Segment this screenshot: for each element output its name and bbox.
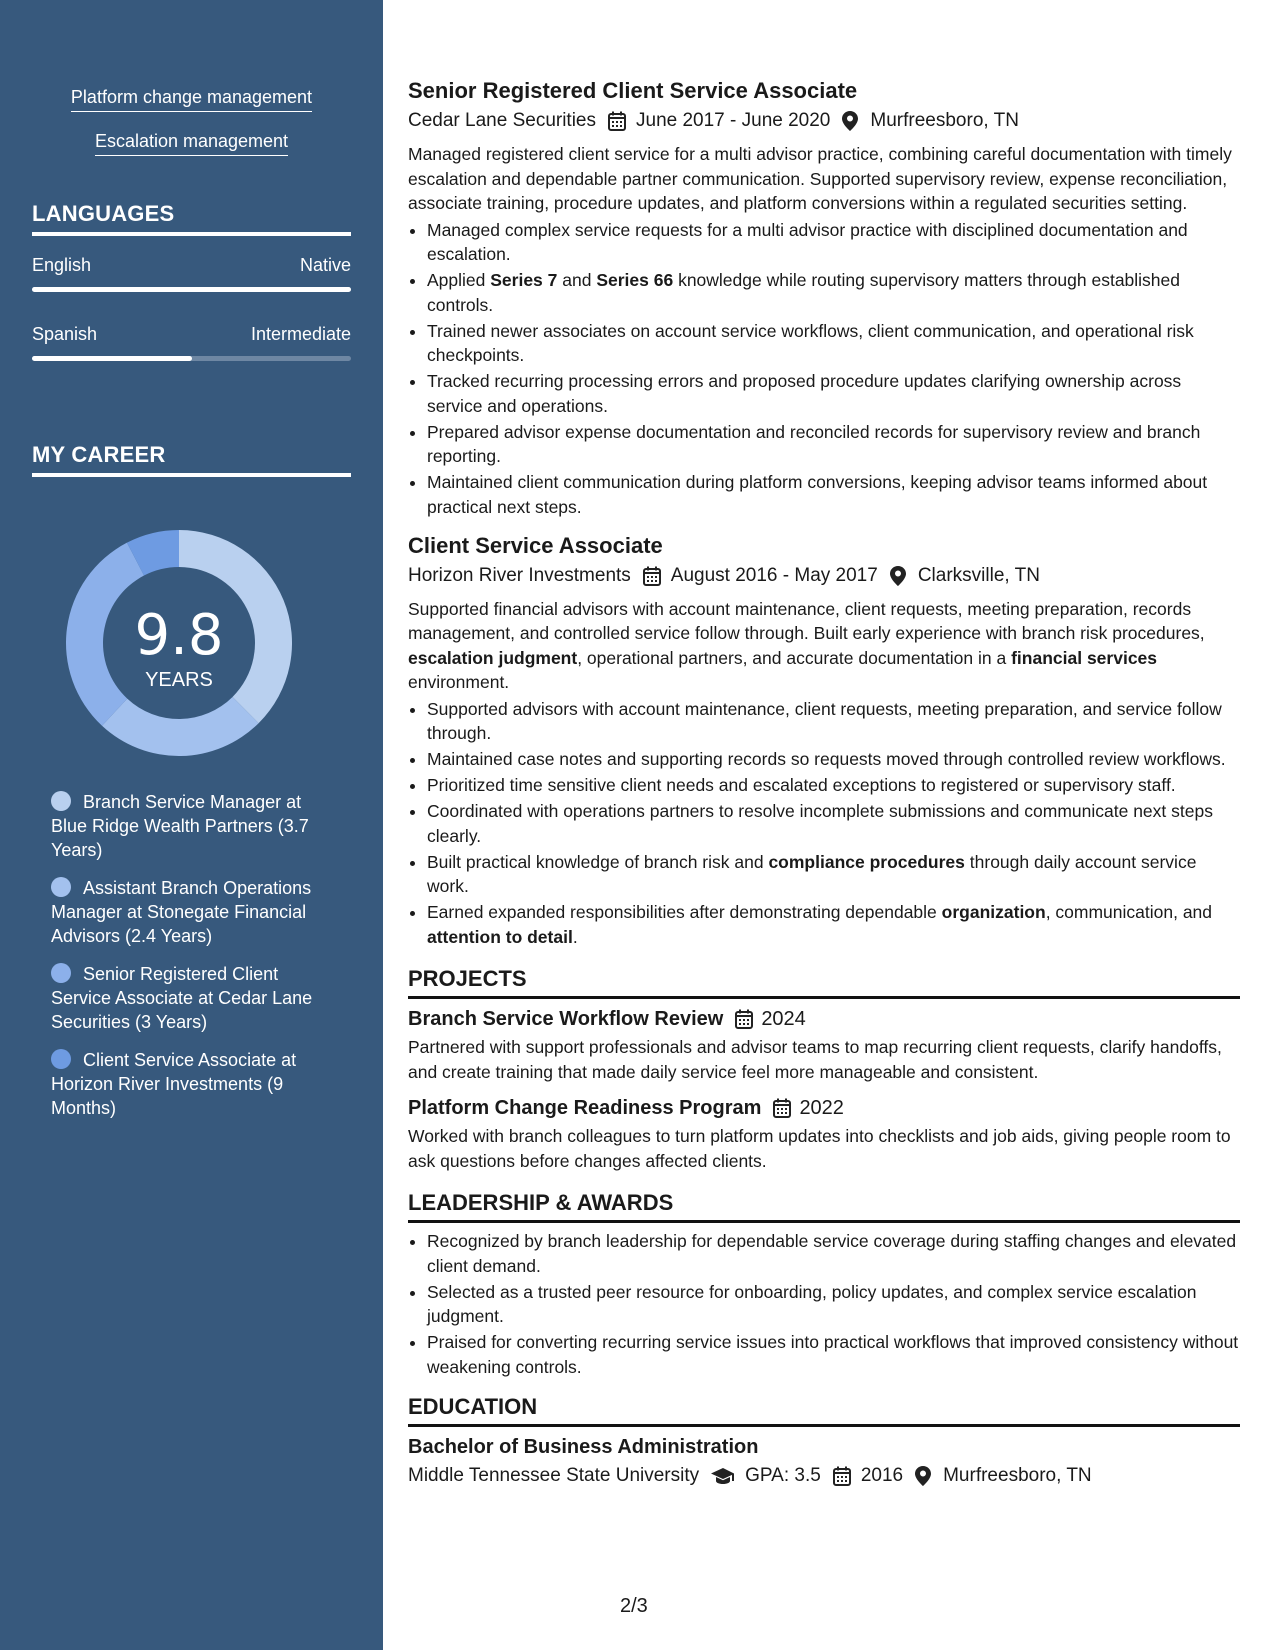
- awards-list: [408, 1229, 1240, 1379]
- education-gpa: GPA: 3.5: [745, 1465, 821, 1486]
- bullet-item: • Prioritized time sensitive client needs and escalated exceptions to registered or supervisory staff.: [427, 773, 1240, 798]
- career-heading: MY CAREER: [32, 442, 351, 477]
- job-meta: [408, 561, 1240, 591]
- location-pin-icon: [915, 1466, 933, 1486]
- bullet-item: • Trained newer associates on account service workflows, client communication, and operational risk checkpoints.: [427, 319, 1240, 368]
- language-name: Spanish: [32, 324, 98, 344]
- project-year: 2022: [799, 1097, 844, 1119]
- language-level: Intermediate: [250, 324, 351, 344]
- project-year: 2024: [761, 1008, 806, 1030]
- career-item-text: Senior Registered Client Service Associate at Cedar Lane Securities (3 Years): [51, 964, 313, 1032]
- bullet-item: • Applied Series 7 and Series 66 knowledge while routing supervisory matters through established controls.: [427, 268, 1240, 317]
- education-location: Murfreesboro, TN: [943, 1465, 1092, 1486]
- career-list: [51, 790, 341, 1134]
- education-school: Middle Tennessee State University: [408, 1465, 700, 1486]
- career-dot-icon: [51, 1049, 71, 1069]
- career-total: [66, 530, 292, 756]
- education-entry: [408, 1433, 1240, 1491]
- job-company: Cedar Lane Securities: [408, 110, 596, 131]
- calendar-icon: [608, 111, 626, 131]
- location-pin-icon: [890, 566, 908, 586]
- project-title-row: [408, 1094, 1240, 1122]
- job-dates: August 2016 - May 2017: [670, 564, 878, 586]
- calendar-icon: [735, 1009, 753, 1029]
- education-year: 2016: [860, 1465, 904, 1486]
- career-item: [51, 962, 341, 1034]
- languages-heading: LANGUAGES: [32, 201, 351, 236]
- job-title: Client Service Associate: [408, 532, 663, 558]
- career-dot-icon: [51, 877, 71, 897]
- awards-heading: LEADERSHIP & AWARDS: [408, 1189, 1240, 1223]
- calendar-icon: [773, 1098, 791, 1118]
- career-donut-chart: [66, 530, 292, 756]
- main-content: [408, 76, 1240, 1491]
- bullet-item: • Maintained case notes and supporting records so requests moved through controlled review workflows.: [427, 747, 1240, 772]
- skill-item: Escalation management: [95, 128, 288, 156]
- career-total-unit: YEARS: [145, 669, 213, 691]
- job-company: Horizon River Investments: [408, 564, 631, 586]
- language-spanish: [32, 322, 351, 361]
- project-description: Partnered with support professionals and advisor teams to map recurring client requests, clarify handoffs, and create training that made daily service feel more manageable and consistent.: [408, 1037, 1222, 1082]
- skill-item: Platform change management: [71, 84, 312, 112]
- language-level-bar: [32, 287, 351, 292]
- location-pin-icon: [842, 111, 860, 131]
- bullet-item: • Prepared advisor expense documentation and reconciled records for supervisory review and branch reporting.: [427, 420, 1240, 469]
- award-item: • Selected as a trusted peer resource for onboarding, policy updates, and complex service escalation judgment.: [427, 1280, 1240, 1329]
- bullet-item: • Supported advisors with account maintenance, client requests, meeting preparation, and service follow through.: [427, 697, 1240, 746]
- education-heading: EDUCATION: [408, 1393, 1240, 1427]
- graduation-cap-icon: [711, 1466, 735, 1486]
- career-item: [51, 1048, 341, 1120]
- career-item-text: Assistant Branch Operations Manager at Stonegate Financial Advisors (2.4 Years): [51, 878, 312, 946]
- job-meta: [408, 106, 1240, 136]
- job-entry: [408, 76, 1240, 519]
- project-title: Platform Change Readiness Program: [408, 1097, 762, 1119]
- job-title: Senior Registered Client Service Associate: [408, 78, 858, 103]
- job-summary: Supported financial advisors with account maintenance, client requests, meeting preparation, records management, and controlled service follow through. Built early experience with branch risk procedures, escalation judgment, operational partners, and accurate documentation in a financial services environment.: [408, 598, 1205, 692]
- language-level-fill: [32, 356, 192, 361]
- skills-list: [0, 84, 383, 172]
- project-title: Branch Service Workflow Review: [408, 1008, 724, 1030]
- job-dates: June 2017 - June 2020: [636, 110, 831, 131]
- bullet-item: • Maintained client communication during platform conversions, keeping advisor teams informed about practical next steps.: [427, 470, 1240, 519]
- career-total-value: 9.8: [134, 603, 224, 668]
- bullet-item: • Managed complex service requests for a multi advisor practice with disciplined documentation and escalation.: [427, 218, 1240, 267]
- education-meta: [408, 1461, 1240, 1491]
- career-item: [51, 790, 341, 862]
- sidebar: [0, 0, 383, 1650]
- language-name: English: [32, 255, 92, 275]
- calendar-icon: [643, 566, 661, 586]
- job-bullets: [408, 218, 1240, 520]
- job-location: Murfreesboro, TN: [870, 110, 1019, 131]
- bullet-item: • Coordinated with operations partners to resolve incomplete submissions and communicate next steps clearly.: [427, 799, 1240, 848]
- project-entry: [408, 1005, 1240, 1084]
- award-item: • Recognized by branch leadership for dependable service coverage during staffing changes and elevated client demand.: [427, 1229, 1240, 1278]
- job-entry: [408, 531, 1240, 950]
- bullet-item: • Built practical knowledge of branch risk and compliance procedures through daily account service work.: [427, 850, 1240, 899]
- job-location: Clarksville, TN: [917, 564, 1040, 586]
- career-dot-icon: [51, 963, 71, 983]
- bullet-item: • Earned expanded responsibilities after demonstrating dependable organization, communication, and attention to detail.: [427, 900, 1240, 949]
- page-number: 2/3: [620, 1595, 648, 1617]
- job-bullets: [408, 697, 1240, 950]
- job-summary: Managed registered client service for a multi advisor practice, combining careful documentation with timely escalation and dependable partner communication. Supported supervisory review, expense reconciliation, associate training, procedure updates, and platform conversions within a regulated securities setting.: [408, 144, 1232, 213]
- career-dot-icon: [51, 791, 71, 811]
- award-item: • Praised for converting recurring service issues into practical workflows that improved consistency without weakening controls.: [427, 1330, 1240, 1379]
- projects-heading: PROJECTS: [408, 965, 1240, 999]
- career-item: [51, 876, 341, 948]
- project-title-row: [408, 1005, 1240, 1033]
- calendar-icon: [833, 1466, 851, 1486]
- career-item-text: Client Service Associate at Horizon River Investments (9 Months): [51, 1050, 297, 1118]
- career-item-text: Branch Service Manager at Blue Ridge Wealth Partners (3.7 Years): [51, 792, 309, 860]
- language-level-bar: [32, 356, 351, 361]
- education-degree: Bachelor of Business Administration: [408, 1436, 759, 1458]
- bullet-item: • Tracked recurring processing errors and proposed procedure updates clarifying ownership across service and operations.: [427, 369, 1240, 418]
- language-level-fill: [32, 287, 351, 292]
- project-entry: [408, 1094, 1240, 1173]
- language-english: [32, 253, 351, 292]
- project-description: Worked with branch colleagues to turn platform updates into checklists and job aids, giving people room to ask questions before changes affected clients.: [408, 1126, 1231, 1171]
- language-level: Native: [299, 255, 351, 275]
